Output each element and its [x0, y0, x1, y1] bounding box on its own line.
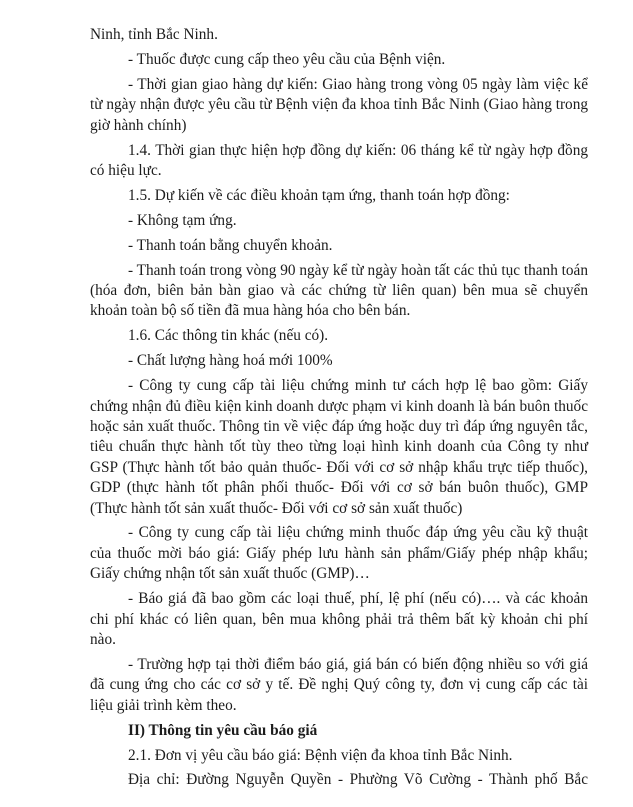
paragraph: - Trường hợp tại thời điểm báo giá, giá bán có biến động nhiều so với giá đã cung ứng cho các cơ sở y tế. Đề nghị Quý công ty, đơn vị cung cấp các tài liệu giải trình kèm theo.: [90, 655, 588, 714]
paragraph: 1.4. Thời gian thực hiện hợp đồng dự kiến: 06 tháng kể từ ngày hợp đồng có hiệu lực.: [90, 141, 588, 179]
paragraph: 2.1. Đơn vị yêu cầu báo giá: Bệnh viện đa khoa tỉnh Bắc Ninh.: [128, 746, 513, 764]
section-heading: II) Thông tin yêu cầu báo giá: [128, 721, 318, 739]
paragraph: - Thời gian giao hàng dự kiến: Giao hàng trong vòng 05 ngày làm việc kể từ ngày nhận được yêu cầu từ Bệnh viện đa khoa tỉnh Bắc Ninh (Giao hàng trong giờ hành chính): [90, 75, 588, 134]
paragraph: - Công ty cung cấp tài liệu chứng minh tư cách hợp lệ bao gồm: Giấy chứng nhận đủ điều kiện kinh doanh dược phạm vi kinh doanh là bán buôn thuốc hoặc sản xuất thuốc. Thông tin về việc đáp ứng hoặc duy trì đáp ứng nguyên tắc, tiêu chuẩn thực hành tốt tùy theo từng loại hình kinh doanh của Công ty như GSP (Thực hành tốt bảo quản thuốc- Đối với cơ sở nhập khẩu trực tiếp thuốc), GDP (thực hành tốt phân phối thuốc- Đối với cơ sở bán buôn thuốc), GMP (Thực hành tốt sản xuất thuốc- Đối với cơ sở sản xuất thuốc): [90, 377, 588, 517]
paragraph-continuation: Ninh, tỉnh Bắc Ninh.: [90, 26, 218, 43]
paragraph: - Công ty cung cấp tài liệu chứng minh thuốc đáp ứng yêu cầu kỹ thuật của thuốc mời báo giá: Giấy phép lưu hành sản phẩm/Giấy phép nhập khẩu; Giấy chứng nhận tốt sản xuất thuốc (GMP)…: [90, 524, 588, 583]
paragraph: - Báo giá đã bao gồm các loại thuế, phí, lệ phí (nếu có)…. và các khoản chi phí khác có liên quan, bên mua không phải trả thêm bất kỳ khoản chi phí nào.: [90, 590, 588, 648]
paragraph: 1.5. Dự kiến về các điều khoản tạm ứng, thanh toán hợp đồng:: [128, 186, 510, 204]
paragraph: - Thuốc được cung cấp theo yêu cầu của Bệnh viện.: [128, 50, 446, 68]
paragraph: - Không tạm ứng.: [128, 211, 237, 229]
paragraph: - Thanh toán bằng chuyển khoản.: [128, 236, 333, 254]
paragraph: 1.6. Các thông tin khác (nếu có).: [128, 327, 329, 345]
paragraph-continues-next-page: Địa chỉ: Đường Nguyễn Quyền - Phường Võ Cường - Thành phố Bắc: [128, 771, 588, 789]
paragraph: - Thanh toán trong vòng 90 ngày kể từ ngày hoàn tất các thủ tục thanh toán (hóa đơn, biên bản bàn giao và các chứng từ liên quan) bên mua sẽ chuyển khoản toàn bộ số tiền đã mua hàng hóa cho bên bán.: [90, 261, 588, 320]
paragraph: - Chất lượng hàng hoá mới 100%: [128, 352, 333, 370]
